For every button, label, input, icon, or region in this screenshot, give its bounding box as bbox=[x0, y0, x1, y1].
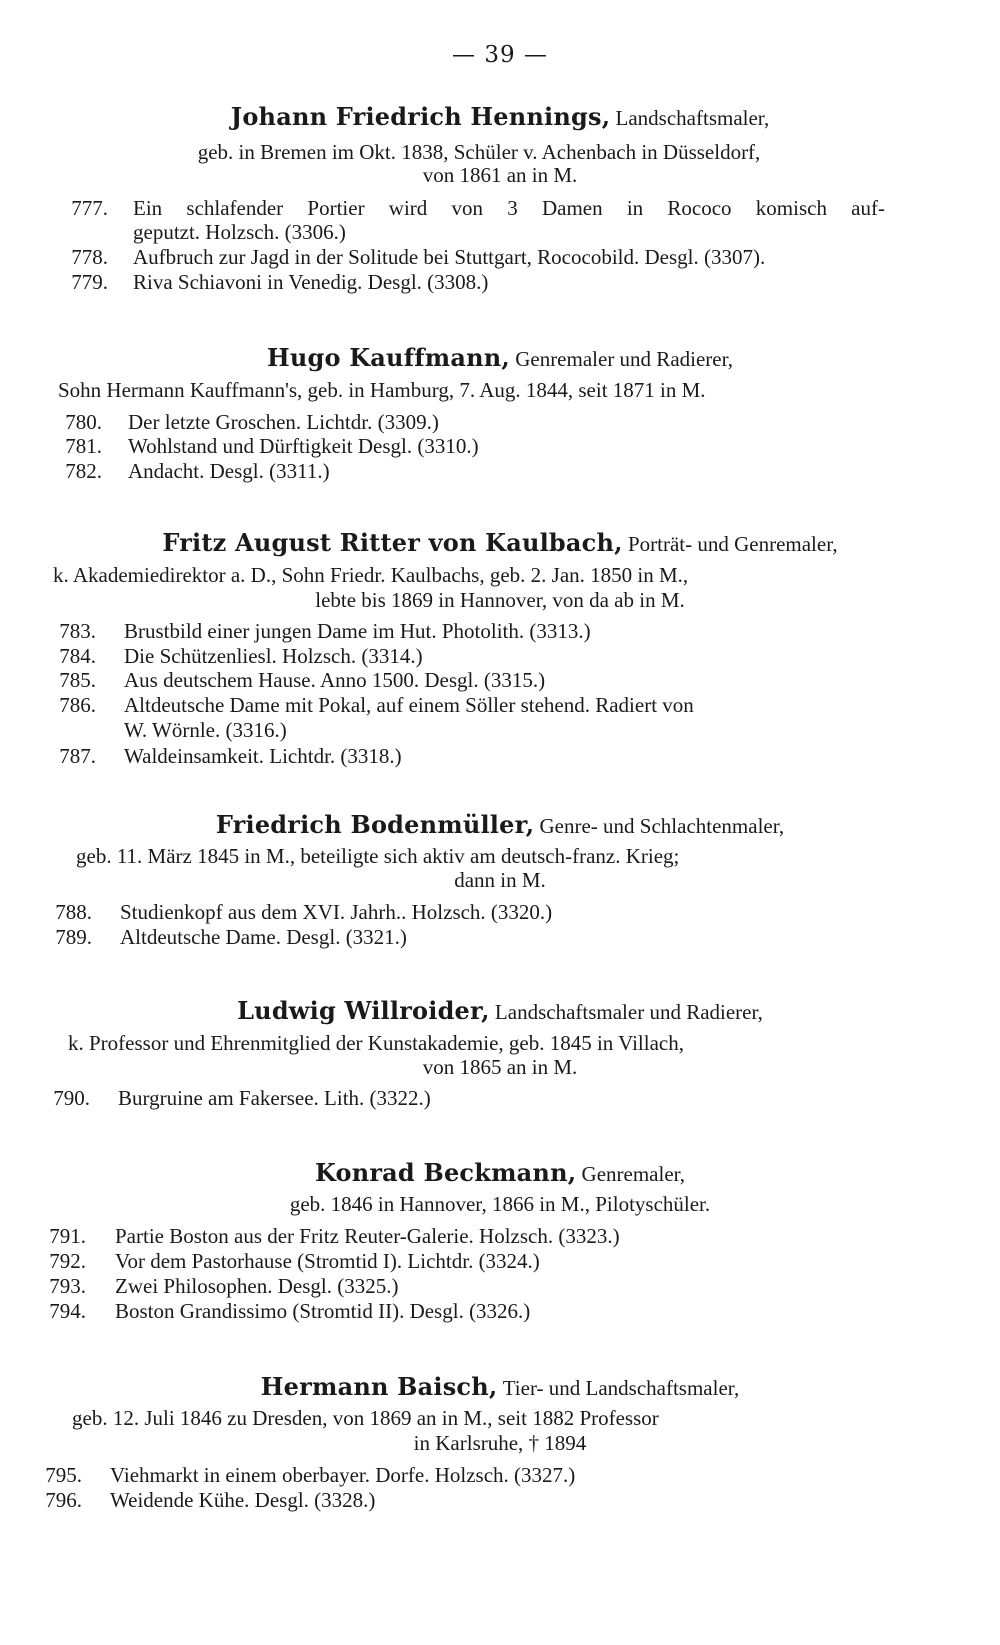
artist-name: Friedrich Bodenmüller, bbox=[215, 810, 535, 839]
artist-role: Genre- und Schlachtenmaler, bbox=[539, 814, 785, 838]
artist-role: Porträt- und Genremaler, bbox=[627, 532, 838, 556]
entry-number: 785. bbox=[59, 668, 96, 692]
entry-number: 777. bbox=[71, 196, 108, 220]
page-number: — 39 — bbox=[452, 42, 548, 68]
artist-bio-line: lebte bis 1869 in Hannover, von da ab in M. bbox=[315, 588, 685, 612]
entry-number: 781. bbox=[65, 434, 102, 458]
entry-text: Studienkopf aus dem XVI. Jahrh.. Holzsch. (3320.) bbox=[120, 900, 553, 924]
entry-text: Zwei Philosophen. Desgl. (3325.) bbox=[115, 1274, 399, 1298]
artist-bio-line: in Karlsruhe, † 1894 bbox=[413, 1431, 587, 1455]
artist-role: Landschaftsmaler, bbox=[615, 106, 770, 130]
entry-text: Weidende Kühe. Desgl. (3328.) bbox=[110, 1488, 376, 1512]
artist-bio-line: von 1861 an in M. bbox=[422, 163, 578, 187]
entry-number: 782. bbox=[65, 459, 102, 483]
entry-text: Andacht. Desgl. (3311.) bbox=[128, 459, 330, 483]
entry-text: Boston Grandissimo (Stromtid II). Desgl. (3326.) bbox=[115, 1299, 531, 1323]
artist-name: Hermann Baisch, bbox=[260, 1372, 498, 1401]
artist-heading bbox=[0, 343, 1000, 372]
entry-text: Ein schlafender Portier wird von 3 Damen in Rococo komisch auf- bbox=[133, 196, 885, 220]
entry-text: Waldeinsamkeit. Lichtdr. (3318.) bbox=[124, 744, 402, 768]
entry-number: 784. bbox=[59, 644, 96, 668]
entry-text: Viehmarkt in einem oberbayer. Dorfe. Holzsch. (3327.) bbox=[110, 1463, 576, 1487]
entry-number: 793. bbox=[49, 1274, 86, 1298]
artist-bio-line: geb. in Bremen im Okt. 1838, Schüler v. Achenbach in Düsseldorf, bbox=[197, 140, 761, 164]
entry-number: 795. bbox=[45, 1463, 82, 1487]
entry-number: 787. bbox=[59, 744, 96, 768]
artist-bio-line: Sohn Hermann Kauffmann's, geb. in Hamburg, 7. Aug. 1844, seit 1871 in M. bbox=[58, 378, 706, 402]
entry-continuation: W. Wörnle. (3316.) bbox=[124, 718, 287, 742]
entry-text: Riva Schiavoni in Venedig. Desgl. (3308.) bbox=[133, 270, 489, 294]
artist-heading bbox=[0, 1158, 1000, 1187]
entry-text: Burgruine am Fakersee. Lith. (3322.) bbox=[118, 1086, 431, 1110]
entry-text: Wohlstand und Dürftigkeit Desgl. (3310.) bbox=[128, 434, 479, 458]
entry-text: Der letzte Groschen. Lichtdr. (3309.) bbox=[128, 410, 439, 434]
artist-name: Hugo Kauffmann, bbox=[266, 343, 510, 372]
artist-role: Genremaler und Radierer, bbox=[515, 347, 734, 371]
entry-text: Vor dem Pastorhause (Stromtid I). Lichtdr. (3324.) bbox=[115, 1249, 540, 1273]
entry-number: 788. bbox=[55, 900, 92, 924]
artist-role: Landschaftsmaler und Radierer, bbox=[494, 1000, 763, 1024]
entry-text: Aus deutschem Hause. Anno 1500. Desgl. (3315.) bbox=[124, 668, 546, 692]
artist-heading bbox=[0, 102, 1000, 131]
entry-text: Aufbruch zur Jagd in der Solitude bei Stuttgart, Rococobild. Desgl. (3307). bbox=[133, 245, 766, 269]
entry-number: 796. bbox=[45, 1488, 82, 1512]
artist-bio-line: geb. 11. März 1845 in M., beteiligte sich aktiv am deutsch-franz. Krieg; bbox=[76, 844, 680, 868]
artist-role: Genremaler, bbox=[581, 1162, 686, 1186]
artist-name: Fritz August Ritter von Kaulbach, bbox=[162, 528, 623, 557]
artist-bio-line: geb. 12. Juli 1846 zu Dresden, von 1869 an in M., seit 1882 Professor bbox=[72, 1406, 659, 1430]
artist-bio-line: dann in M. bbox=[454, 868, 546, 892]
entry-number: 790. bbox=[53, 1086, 90, 1110]
entry-number: 789. bbox=[55, 925, 92, 949]
entry-number: 783. bbox=[59, 619, 96, 643]
artist-bio-line: geb. 1846 in Hannover, 1866 in M., Pilotyschüler. bbox=[289, 1192, 711, 1216]
artist-bio-line: von 1865 an in M. bbox=[422, 1055, 578, 1079]
artist-heading bbox=[0, 996, 1000, 1025]
entry-continuation: geputzt. Holzsch. (3306.) bbox=[133, 220, 346, 244]
entry-number: 792. bbox=[49, 1249, 86, 1273]
entry-number: 778. bbox=[71, 245, 108, 269]
artist-heading bbox=[0, 810, 1000, 839]
artist-role: Tier- und Landschaftsmaler, bbox=[502, 1376, 740, 1400]
entry-number: 786. bbox=[59, 693, 96, 717]
entry-text: Altdeutsche Dame mit Pokal, auf einem Söller stehend. Radiert von bbox=[124, 693, 694, 717]
artist-heading bbox=[0, 1372, 1000, 1401]
artist-heading bbox=[0, 528, 1000, 557]
entry-text: Partie Boston aus der Fritz Reuter-Galerie. Holzsch. (3323.) bbox=[115, 1224, 620, 1248]
artist-bio-line: k. Akademiedirektor a. D., Sohn Friedr. Kaulbachs, geb. 2. Jan. 1850 in M., bbox=[53, 563, 689, 587]
entry-text: Die Schützenliesl. Holzsch. (3314.) bbox=[124, 644, 423, 668]
entry-text: Brustbild einer jungen Dame im Hut. Photolith. (3313.) bbox=[124, 619, 591, 643]
artist-name: Ludwig Willroider, bbox=[237, 996, 490, 1025]
entry-number: 780. bbox=[65, 410, 102, 434]
artist-bio-line: k. Professor und Ehrenmitglied der Kunstakademie, geb. 1845 in Villach, bbox=[68, 1031, 684, 1055]
entry-number: 791. bbox=[49, 1224, 86, 1248]
entry-number: 779. bbox=[71, 270, 108, 294]
artist-name: Johann Friedrich Hennings, bbox=[230, 102, 611, 131]
artist-name: Konrad Beckmann, bbox=[314, 1158, 577, 1187]
entry-text: Altdeutsche Dame. Desgl. (3321.) bbox=[120, 925, 407, 949]
entry-number: 794. bbox=[49, 1299, 86, 1323]
